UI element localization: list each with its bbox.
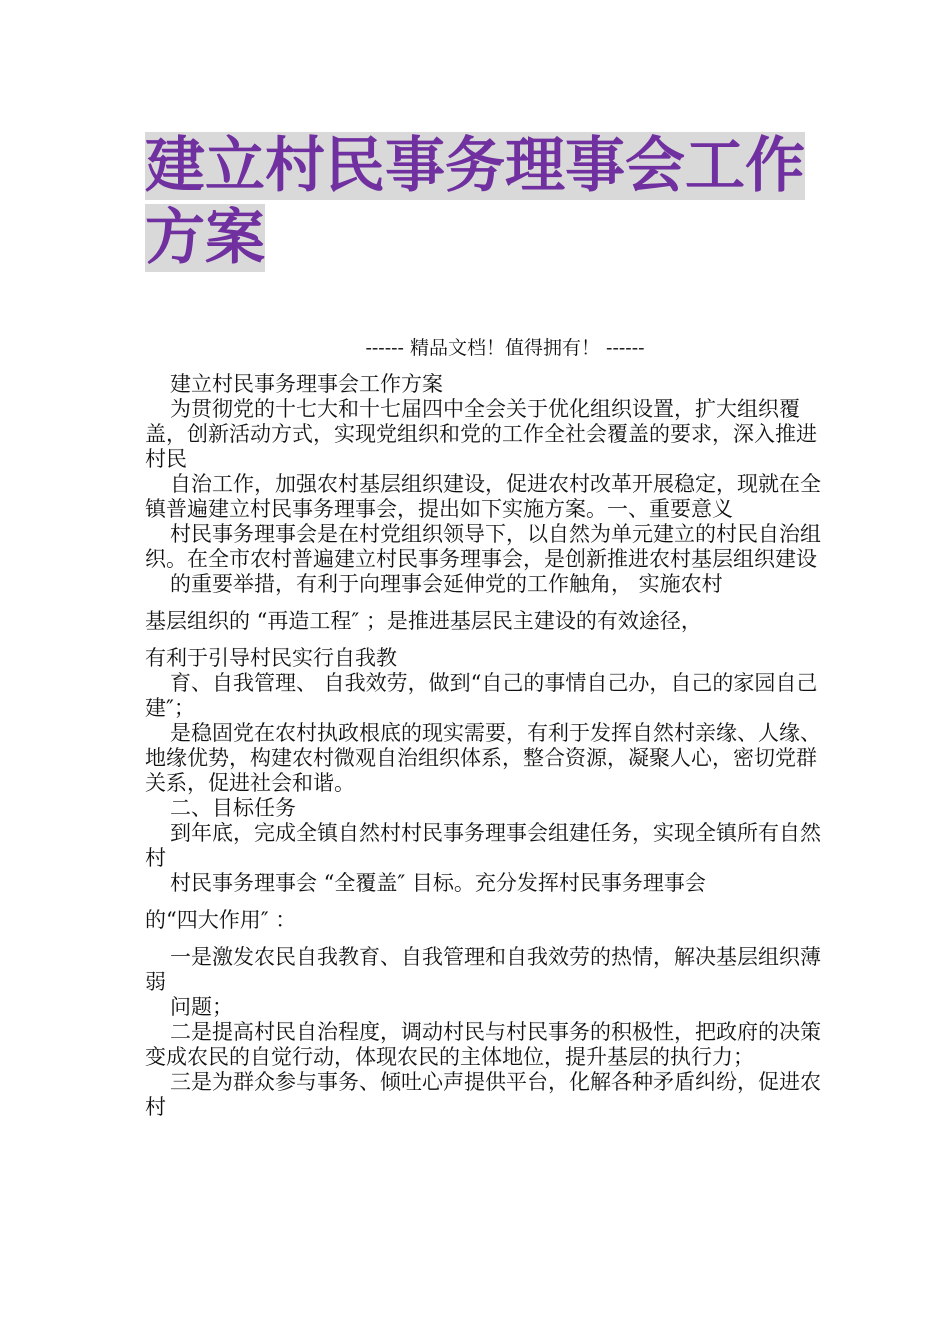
paragraph: 的重要举措，有利于向理事会延伸党的工作触角， 实施农村: [170, 572, 723, 596]
paragraph: 自治工作，加强农村基层组织建设，促进农村改革开展稳定，现就在全镇普遍建立村民事务理事会，提出如下实施方案。一、重要意义: [145, 472, 821, 521]
paragraph: 有利于引导村民实行自我教: [145, 646, 397, 670]
paragraph: 村民事务理事会是在村党组织领导下，以自然为单元建立的村民自治组织。在全市农村普遍建立村民事务理事会，是创新推进农村基层组织建设: [145, 522, 821, 571]
document-subtitle: ------ 精品文档！值得拥有！ ------: [365, 337, 645, 359]
paragraph: 的“四大作用″ ：: [145, 908, 297, 932]
paragraph: 村民事务理事会 “全覆盖″ 目标。充分发挥村民事务理事会: [170, 871, 706, 895]
paragraph: 育、自我管理、 自我效劳，做到“自己的事情自己办，自己的家园自己建″；: [145, 671, 818, 720]
paragraph: 基层组织的 “再造工程″ ；是推进基层民主建设的有效途径，: [145, 609, 702, 633]
paragraph: 二、目标任务: [170, 796, 296, 820]
paragraph: 到年底，完成全镇自然村村民事务理事会组建任务，实现全镇所有自然村: [145, 821, 821, 870]
paragraph: 为贯彻党的十七大和十七届四中全会关于优化组织设置，扩大组织覆盖，创新活动方式，实现党组织和党的工作全社会覆盖的要求，深入推进村民: [145, 397, 817, 471]
document-title: [145, 132, 815, 272]
document-body: [145, 372, 835, 1120]
paragraph: 是稳固党在农村执政根底的现实需要，有利于发挥自然村亲缘、人缘、地缘优势，构建农村微观自治组织体系，整合资源，凝聚人心，密切党群关系，促进社会和谐。: [145, 721, 821, 795]
paragraph: 一是激发农民自我教育、自我管理和自我效劳的热情，解决基层组织薄弱: [145, 945, 821, 994]
title-line-1: 建立村民事务理事会工作: [145, 131, 805, 201]
paragraph: 三是为群众参与事务、倾吐心声提供平台，化解各种矛盾纠纷，促进农村: [145, 1070, 821, 1119]
title-line-2: 方案: [145, 203, 265, 273]
paragraph: 问题；: [170, 995, 233, 1019]
paragraph: 建立村民事务理事会工作方案: [170, 372, 443, 396]
paragraph: 二是提高村民自治程度，调动村民与村民事务的积极性，把政府的决策变成农民的自觉行动，体现农民的主体地位，提升基层的执行力；: [145, 1020, 821, 1069]
